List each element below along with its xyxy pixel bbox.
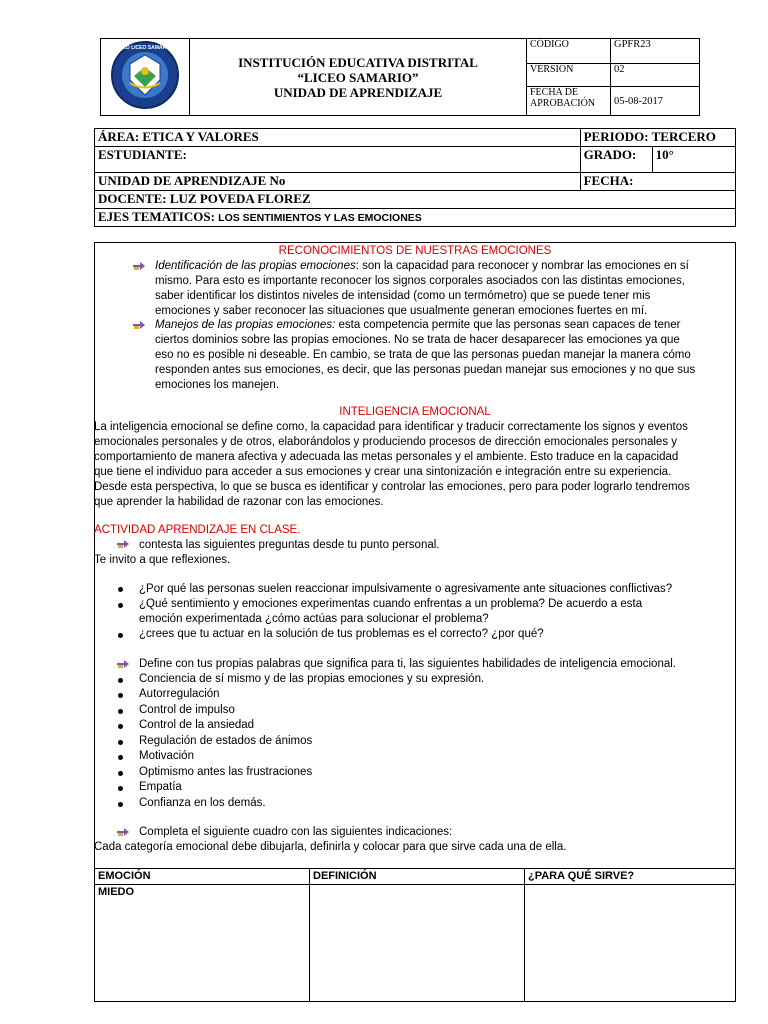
periodo-field: PERIODO: TERCERO	[580, 129, 735, 147]
item1-line-2: saber identificar los distintos niveles de intensidad (como un termómetro) que se puede tener mis	[155, 290, 651, 302]
table-cell-definicion[interactable]	[310, 885, 525, 1002]
document-header	[100, 38, 700, 116]
ejes-field	[95, 209, 736, 227]
item2-line-4: emociones los manejen.	[155, 379, 280, 391]
bullet-dot	[118, 587, 123, 592]
emotions-table	[94, 868, 736, 1002]
skill-item: Conciencia de sí mismo y de las propias emociones y su expresión.	[139, 673, 485, 685]
complete-detail: Cada categoría emocional debe dibujarla, definirla y colocar para que sirve cada una de ella.	[94, 841, 567, 853]
ie-line-0: La inteligencia emocional se define como, la capacidad para identificar y traducir correctamente los signos y eventos	[94, 421, 688, 433]
bullet-dot	[118, 603, 123, 608]
grado-label: GRADO:	[580, 147, 652, 173]
ie-line-2: comportamiento de manera afectiva y adecuada las metas personales y el ambiente. Esto traduce en la capacidad	[94, 451, 679, 463]
student-info-table	[94, 128, 736, 227]
fecha-field[interactable]: FECHA:	[580, 173, 735, 191]
school-logo-cell	[101, 39, 190, 116]
bullet-dot	[118, 755, 123, 760]
item2-line-1: ciertos dominios sobre las propias emociones. No se trata de hacer desaparecer las emociones ya que	[155, 334, 680, 346]
codigo-label: CÓDIGO	[527, 39, 611, 64]
pointing-hand-bullet-icon	[117, 827, 129, 837]
codigo-value: GPFR23	[611, 39, 700, 64]
ejes-value: LOS SENTIMIENTOS Y LAS EMOCIONES	[218, 212, 422, 224]
logo-lettering: I.E.D LICEO SAMARIO	[118, 44, 172, 51]
item2-line-3: responden antes sus emociones, es decir, que las personas puedan manejar sus emociones y no que sus	[155, 364, 696, 376]
pointing-hand-bullet-icon	[133, 320, 145, 330]
item1-line-0: Identificación de las propias emociones: son la capacidad para reconocer y nombrar las emociones en sí	[155, 260, 689, 272]
skill-item: Confianza en los demás.	[139, 797, 266, 809]
estudiante-field[interactable]: ESTUDIANTE:	[95, 147, 581, 173]
item2-title: Manejos de las propias emociones:	[155, 319, 336, 331]
ie-line-4: Desde esta perspectiva, lo que se busca es identificar y controlar las emociones, pero para poder lograrlo tendremos	[94, 481, 690, 493]
skill-item: Autorregulación	[139, 688, 220, 700]
complete-intro: Completa el siguiente cuadro con las siguientes indicaciones:	[139, 826, 453, 838]
ejes-label: EJES TEMATICOS:	[98, 209, 215, 224]
pointing-hand-bullet-icon	[133, 261, 145, 271]
skill-item: Empatía	[139, 781, 182, 793]
docente-field: DOCENTE: LUZ POVEDA FLOREZ	[95, 191, 736, 209]
table-header-definicion: DEFINICIÓN	[310, 869, 525, 885]
area-field: ÁREA: ETICA Y VALORES	[95, 129, 581, 147]
skill-item: Motivación	[139, 750, 194, 762]
bullet-dot	[118, 693, 123, 698]
item2-line-0: Manejos de las propias emociones: esta competencia permite que las personas sean capaces de tener	[155, 319, 681, 331]
question-2-line-1: ¿Qué sentimiento y emociones experimentas cuando enfrentas a un problema? De acuerdo a esta	[139, 598, 643, 610]
skill-item: Optimismo antes las frustraciones	[139, 766, 313, 778]
section-title-inteligencia: INTELIGENCIA EMOCIONAL	[339, 406, 491, 418]
item1-title: Identificación de las propias emociones	[155, 260, 356, 272]
table-cell-para-que-sirve[interactable]	[525, 885, 736, 1002]
question-3: ¿crees que tu actuar en la solución de tus problemas es el correcto? ¿por qué?	[139, 628, 544, 640]
activity-invite: Te invito a que reflexiones.	[94, 554, 231, 566]
bullet-dot	[118, 786, 123, 791]
skill-item: Regulación de estados de ánimos	[139, 735, 313, 747]
skill-item: Control de impulso	[139, 704, 235, 716]
item1-line-1: mismo. Para esto es importante reconocer los signos corporales asociados con las distintas emociones,	[155, 275, 685, 287]
bullet-dot	[118, 678, 123, 683]
define-intro: Define con tus propias palabras que significa para ti, las siguientes habilidades de inteligencia emocional.	[139, 658, 676, 670]
bullet-dot	[118, 771, 123, 776]
institution-name: INSTITUCIÓN EDUCATIVA DISTRITAL	[238, 54, 478, 70]
question-1: ¿Por qué las personas suelen reaccionar impulsivamente o agresivamente ante situaciones conflictivas?	[139, 583, 673, 595]
fecha-aprobacion-value: 05-08-2017	[611, 87, 700, 116]
section-title-reconocimientos: RECONOCIMIENTOS DE NUESTRAS EMOCIONES	[278, 245, 552, 257]
ie-line-3: que tiene el individuo para acceder a sus emociones y crear una sintonización e integración entre su experiencia.	[94, 466, 672, 478]
table-header-para-que-sirve: ¿PARA QUÉ SIRVE?	[525, 869, 736, 885]
pointing-hand-bullet-icon	[117, 659, 129, 669]
school-name: “LICEO SAMARIO”	[297, 69, 419, 85]
school-logo-icon	[110, 40, 180, 110]
section-title-actividad: ACTIVIDAD APRENDIZAJE EN CLASE.	[94, 524, 301, 536]
unidad-field[interactable]: UNIDAD DE APRENDIZAJE No	[95, 173, 581, 191]
bullet-dot	[118, 709, 123, 714]
unit-name: UNIDAD DE APRENDIZAJE	[273, 84, 443, 100]
pointing-hand-bullet-icon	[117, 539, 129, 549]
ie-line-5: que aprender la habilidad de razonar con las emociones.	[94, 496, 384, 508]
item2-line-2: eso no es posible ni deseable. En cambio, se trata de que las personas puedan manejar la manera cómo	[155, 349, 691, 361]
version-label: VERSION	[527, 64, 611, 87]
institution-title-cell	[190, 39, 527, 116]
bullet-dot	[118, 724, 123, 729]
table-header-emocion: EMOCIÓN	[95, 869, 310, 885]
activity-intro: contesta las siguientes preguntas desde tu punto personal.	[139, 539, 440, 551]
bullet-dot	[118, 740, 123, 745]
version-value: 02	[611, 64, 700, 87]
fecha-aprobacion-label: FECHA DE APROBACIÓN	[527, 87, 611, 116]
question-2-line-2: emoción experimentada ¿cómo actúas para solucionar el problema?	[139, 613, 489, 625]
table-cell-emocion: MIEDO	[95, 885, 310, 1002]
bullet-dot	[118, 633, 123, 638]
ie-line-1: emocionales personales y de otros, elaborándolos y produciendo procesos de dirección emocionales personales y	[94, 436, 678, 448]
item1-line-3: emociones y saber reconocer las situaciones que usualmente generan emociones fuertes en mí.	[155, 305, 648, 317]
skill-item: Control de la ansiedad	[139, 719, 255, 731]
bullet-dot	[118, 802, 123, 807]
grado-value: 10°	[652, 147, 735, 173]
